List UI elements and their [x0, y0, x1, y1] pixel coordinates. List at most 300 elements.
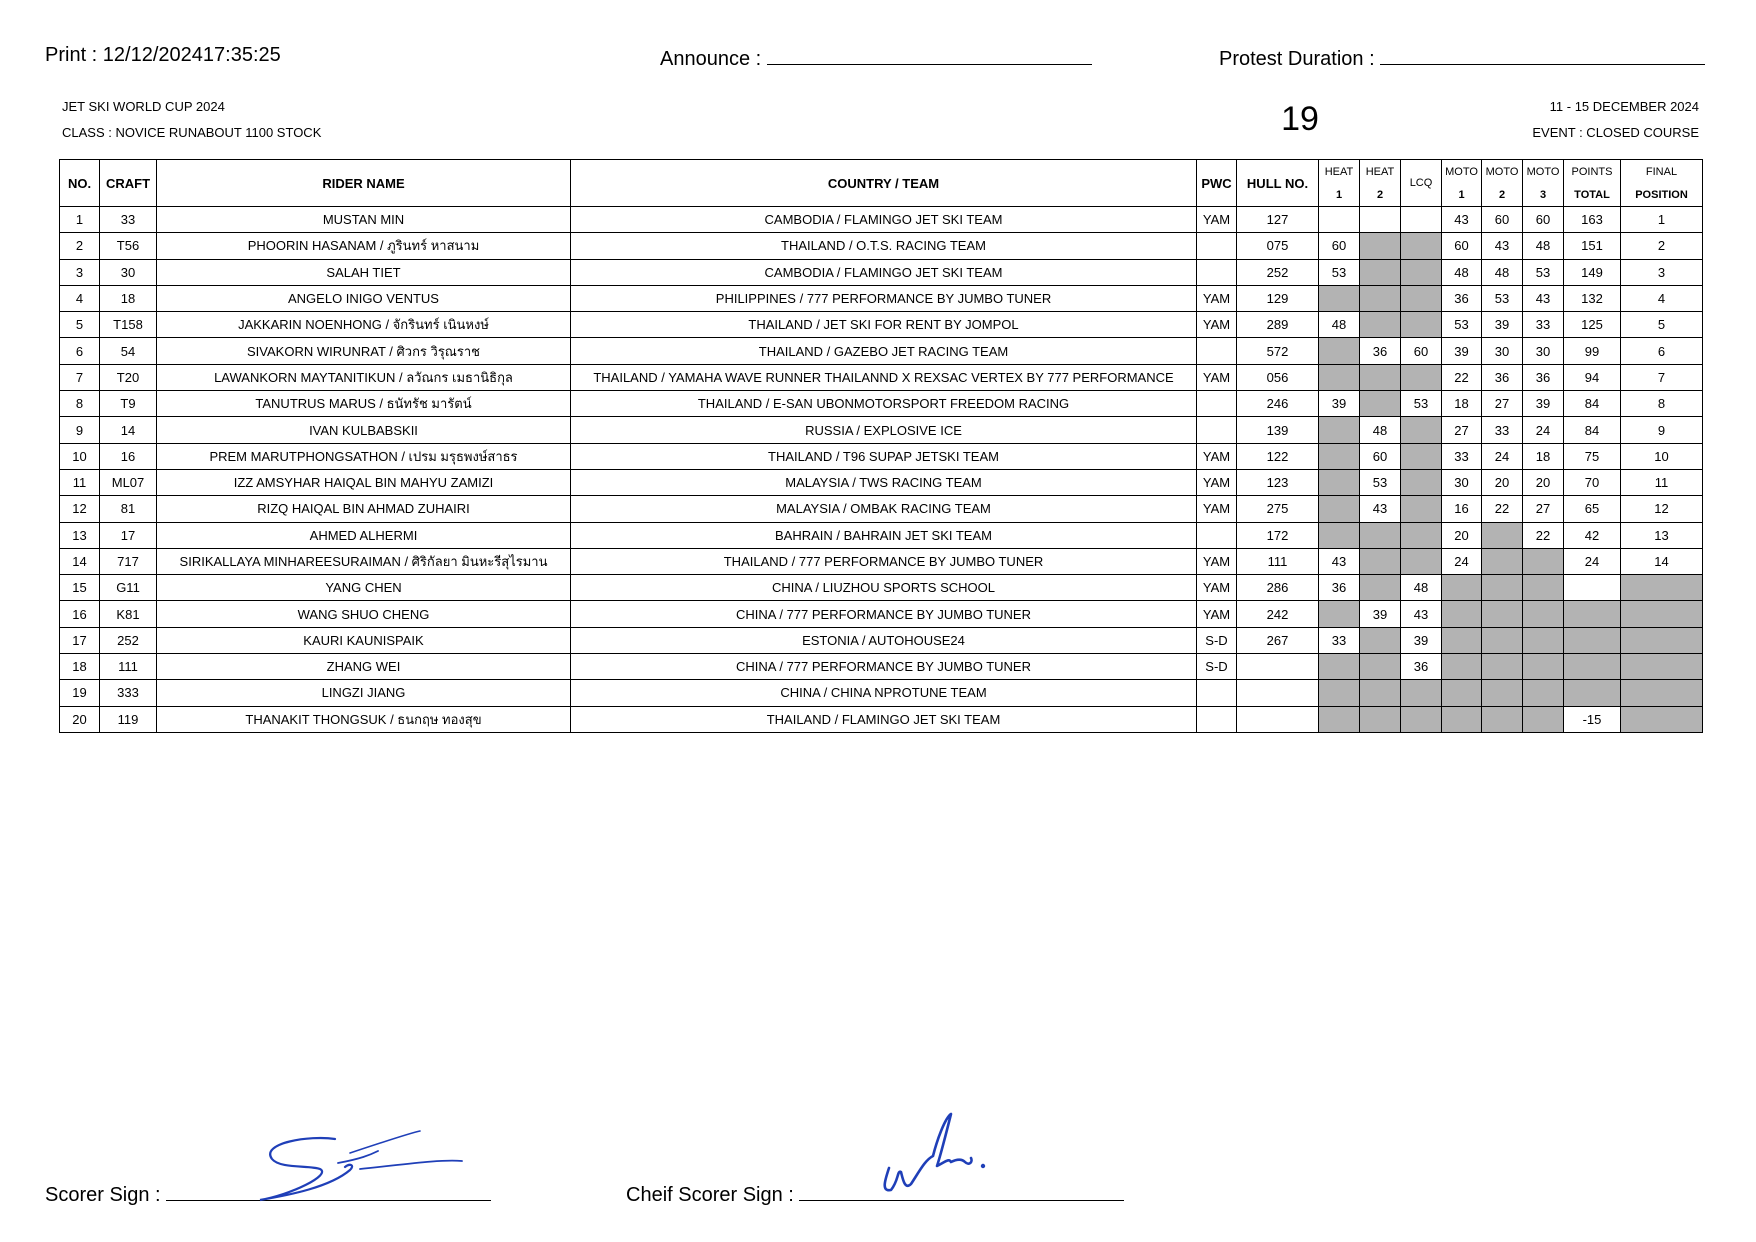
- col-heat1: HEAT: [1319, 160, 1360, 184]
- cell-hull: 172: [1237, 522, 1319, 548]
- cell-no: 13: [60, 522, 100, 548]
- cell-hull: 242: [1237, 601, 1319, 627]
- class-name: CLASS : NOVICE RUNABOUT 1100 STOCK: [62, 125, 322, 140]
- table-row: [60, 417, 1703, 443]
- cell-heat2: [1360, 364, 1401, 390]
- results-body: [60, 207, 1703, 733]
- cell-rider: ZHANG WEI: [157, 654, 571, 680]
- event-name: JET SKI WORLD CUP 2024: [62, 99, 225, 114]
- cell-rider: TANUTRUS MARUS / ธนัทรัช มารัตน์: [157, 391, 571, 417]
- cell-lcq: 43: [1401, 601, 1442, 627]
- cell-moto2: [1482, 548, 1523, 574]
- cell-final: 8: [1621, 391, 1703, 417]
- cell-final: 6: [1621, 338, 1703, 364]
- cell-pwc: YAM: [1197, 207, 1237, 233]
- cell-no: 16: [60, 601, 100, 627]
- cell-moto3: [1523, 601, 1564, 627]
- cell-craft: 18: [100, 285, 157, 311]
- cell-moto2: 27: [1482, 391, 1523, 417]
- cell-points: 163: [1564, 207, 1621, 233]
- cell-craft: 111: [100, 654, 157, 680]
- table-row: [60, 469, 1703, 495]
- col-no: NO.: [60, 160, 100, 207]
- cell-craft: 14: [100, 417, 157, 443]
- cell-hull: [1237, 680, 1319, 706]
- cell-heat1: 48: [1319, 312, 1360, 338]
- cell-lcq: 36: [1401, 654, 1442, 680]
- cell-pwc: YAM: [1197, 285, 1237, 311]
- cell-moto2: 43: [1482, 233, 1523, 259]
- cell-no: 6: [60, 338, 100, 364]
- cell-country: THAILAND / YAMAHA WAVE RUNNER THAILANND X REXSAC VERTEX BY 777 PERFORMANCE: [571, 364, 1197, 390]
- event-type: EVENT : CLOSED COURSE: [1532, 125, 1699, 140]
- cell-heat2: 43: [1360, 496, 1401, 522]
- cell-final: 14: [1621, 548, 1703, 574]
- protest-line: [1380, 44, 1705, 65]
- race-number: 19: [1281, 100, 1319, 138]
- cell-final: 13: [1621, 522, 1703, 548]
- cell-moto3: 39: [1523, 391, 1564, 417]
- cell-hull: 246: [1237, 391, 1319, 417]
- cell-craft: T20: [100, 364, 157, 390]
- cell-heat2: [1360, 285, 1401, 311]
- cell-country: CHINA / 777 PERFORMANCE BY JUMBO TUNER: [571, 654, 1197, 680]
- cell-craft: 16: [100, 443, 157, 469]
- cell-moto3: 60: [1523, 207, 1564, 233]
- cell-moto3: 48: [1523, 233, 1564, 259]
- cell-craft: T9: [100, 391, 157, 417]
- cell-pwc: [1197, 706, 1237, 732]
- cell-moto2: 39: [1482, 312, 1523, 338]
- cell-lcq: [1401, 233, 1442, 259]
- cell-lcq: [1401, 364, 1442, 390]
- cell-heat1: [1319, 338, 1360, 364]
- cell-moto1: 22: [1442, 364, 1482, 390]
- cell-craft: 33: [100, 207, 157, 233]
- cell-heat1: [1319, 285, 1360, 311]
- cell-country: MALAYSIA / OMBAK RACING TEAM: [571, 496, 1197, 522]
- cell-country: CAMBODIA / FLAMINGO JET SKI TEAM: [571, 259, 1197, 285]
- cell-moto1: 60: [1442, 233, 1482, 259]
- cell-lcq: [1401, 443, 1442, 469]
- cell-moto1: 30: [1442, 469, 1482, 495]
- cell-lcq: [1401, 496, 1442, 522]
- cell-moto2: 24: [1482, 443, 1523, 469]
- cell-no: 14: [60, 548, 100, 574]
- cell-pwc: YAM: [1197, 496, 1237, 522]
- cell-hull: 127: [1237, 207, 1319, 233]
- cell-lcq: [1401, 259, 1442, 285]
- cell-points: 75: [1564, 443, 1621, 469]
- col-country-team: COUNTRY / TEAM: [571, 160, 1197, 207]
- cell-country: THAILAND / E-SAN UBONMOTORSPORT FREEDOM RACING: [571, 391, 1197, 417]
- cell-final: [1621, 575, 1703, 601]
- cell-rider: SIRIKALLAYA MINHAREESURAIMAN / ศิริกัลยา มินหะรีสุไรมาน: [157, 548, 571, 574]
- cell-pwc: S-D: [1197, 654, 1237, 680]
- cell-no: 4: [60, 285, 100, 311]
- col-pwc: PWC: [1197, 160, 1237, 207]
- cell-lcq: 39: [1401, 627, 1442, 653]
- table-row: [60, 601, 1703, 627]
- cell-pwc: YAM: [1197, 469, 1237, 495]
- cell-moto2: 60: [1482, 207, 1523, 233]
- cell-moto2: 48: [1482, 259, 1523, 285]
- table-row: [60, 575, 1703, 601]
- cell-pwc: [1197, 391, 1237, 417]
- cell-heat1: 39: [1319, 391, 1360, 417]
- cell-lcq: [1401, 522, 1442, 548]
- col-hull-no: HULL NO.: [1237, 160, 1319, 207]
- cell-pwc: [1197, 338, 1237, 364]
- cell-moto2: 22: [1482, 496, 1523, 522]
- cell-rider: IZZ AMSYHAR HAIQAL BIN MAHYU ZAMIZI: [157, 469, 571, 495]
- cell-no: 12: [60, 496, 100, 522]
- cell-lcq: 48: [1401, 575, 1442, 601]
- cell-no: 11: [60, 469, 100, 495]
- cell-pwc: YAM: [1197, 575, 1237, 601]
- print-timestamp: Print : 12/12/202417:35:25: [45, 44, 281, 66]
- col-final-sub: POSITION: [1621, 183, 1703, 207]
- cell-moto3: 27: [1523, 496, 1564, 522]
- cell-rider: LINGZI JIANG: [157, 680, 571, 706]
- cell-country: THAILAND / T96 SUPAP JETSKI TEAM: [571, 443, 1197, 469]
- cell-pwc: [1197, 522, 1237, 548]
- cell-country: CHINA / 777 PERFORMANCE BY JUMBO TUNER: [571, 601, 1197, 627]
- cell-moto1: 20: [1442, 522, 1482, 548]
- cell-points: 99: [1564, 338, 1621, 364]
- cell-points: 24: [1564, 548, 1621, 574]
- cell-final: 5: [1621, 312, 1703, 338]
- table-row: [60, 680, 1703, 706]
- cell-final: 9: [1621, 417, 1703, 443]
- cell-points: [1564, 601, 1621, 627]
- cell-heat1: [1319, 522, 1360, 548]
- cell-hull: 111: [1237, 548, 1319, 574]
- cell-moto3: [1523, 706, 1564, 732]
- cell-heat2: [1360, 548, 1401, 574]
- cell-rider: THANAKIT THONGSUK / ธนกฤษ ทองสุข: [157, 706, 571, 732]
- cell-rider: WANG SHUO CHENG: [157, 601, 571, 627]
- cell-points: 42: [1564, 522, 1621, 548]
- cell-hull: 075: [1237, 233, 1319, 259]
- cell-craft: T56: [100, 233, 157, 259]
- cell-hull: [1237, 706, 1319, 732]
- cell-heat1: [1319, 417, 1360, 443]
- cell-moto1: 27: [1442, 417, 1482, 443]
- col-craft: CRAFT: [100, 160, 157, 207]
- cell-moto2: 33: [1482, 417, 1523, 443]
- cell-rider: KAURI KAUNISPAIK: [157, 627, 571, 653]
- col-moto2: MOTO: [1482, 160, 1523, 184]
- table-row: [60, 338, 1703, 364]
- col-points: POINTS: [1564, 160, 1621, 184]
- cell-moto1: [1442, 680, 1482, 706]
- cell-no: 15: [60, 575, 100, 601]
- cell-hull: 572: [1237, 338, 1319, 364]
- cell-heat2: 39: [1360, 601, 1401, 627]
- cell-country: MALAYSIA / TWS RACING TEAM: [571, 469, 1197, 495]
- cell-craft: 717: [100, 548, 157, 574]
- cell-heat2: [1360, 654, 1401, 680]
- cell-hull: 267: [1237, 627, 1319, 653]
- cell-no: 20: [60, 706, 100, 732]
- cell-heat2: [1360, 312, 1401, 338]
- cell-moto2: [1482, 575, 1523, 601]
- cell-heat2: 48: [1360, 417, 1401, 443]
- cell-points: -15: [1564, 706, 1621, 732]
- cell-moto3: 33: [1523, 312, 1564, 338]
- cell-points: 151: [1564, 233, 1621, 259]
- cell-country: RUSSIA / EXPLOSIVE ICE: [571, 417, 1197, 443]
- cell-lcq: [1401, 285, 1442, 311]
- cell-moto1: 16: [1442, 496, 1482, 522]
- cell-country: CHINA / LIUZHOU SPORTS SCHOOL: [571, 575, 1197, 601]
- cell-points: 149: [1564, 259, 1621, 285]
- cell-points: 94: [1564, 364, 1621, 390]
- col-rider-name: RIDER NAME: [157, 160, 571, 207]
- cell-moto1: 36: [1442, 285, 1482, 311]
- protest-duration-field: Protest Duration :: [1219, 44, 1705, 71]
- cell-craft: G11: [100, 575, 157, 601]
- chief-scorer-signature: [875, 1110, 995, 1205]
- cell-craft: ML07: [100, 469, 157, 495]
- cell-lcq: 53: [1401, 391, 1442, 417]
- cell-heat1: [1319, 654, 1360, 680]
- cell-moto3: 18: [1523, 443, 1564, 469]
- cell-no: 19: [60, 680, 100, 706]
- cell-moto3: 43: [1523, 285, 1564, 311]
- cell-country: PHILIPPINES / 777 PERFORMANCE BY JUMBO TUNER: [571, 285, 1197, 311]
- cell-final: [1621, 601, 1703, 627]
- cell-heat2: [1360, 522, 1401, 548]
- cell-moto1: 24: [1442, 548, 1482, 574]
- cell-no: 18: [60, 654, 100, 680]
- cell-moto2: [1482, 680, 1523, 706]
- cell-moto3: [1523, 680, 1564, 706]
- col-heat1-sub: 1: [1319, 183, 1360, 207]
- cell-points: 125: [1564, 312, 1621, 338]
- announce-field: Announce :: [660, 44, 1092, 71]
- cell-pwc: S-D: [1197, 627, 1237, 653]
- cell-points: 132: [1564, 285, 1621, 311]
- cell-hull: 123: [1237, 469, 1319, 495]
- cell-country: CHINA / CHINA NPROTUNE TEAM: [571, 680, 1197, 706]
- cell-final: 10: [1621, 443, 1703, 469]
- cell-lcq: [1401, 207, 1442, 233]
- col-moto1: MOTO: [1442, 160, 1482, 184]
- cell-final: 7: [1621, 364, 1703, 390]
- cell-final: 4: [1621, 285, 1703, 311]
- cell-heat1: 60: [1319, 233, 1360, 259]
- cell-craft: 119: [100, 706, 157, 732]
- cell-no: 3: [60, 259, 100, 285]
- cell-heat2: 60: [1360, 443, 1401, 469]
- cell-craft: 252: [100, 627, 157, 653]
- cell-moto1: 33: [1442, 443, 1482, 469]
- cell-moto3: 36: [1523, 364, 1564, 390]
- cell-final: 2: [1621, 233, 1703, 259]
- cell-moto1: 53: [1442, 312, 1482, 338]
- table-row: [60, 312, 1703, 338]
- cell-country: BAHRAIN / BAHRAIN JET SKI TEAM: [571, 522, 1197, 548]
- cell-heat1: [1319, 443, 1360, 469]
- cell-country: THAILAND / 777 PERFORMANCE BY JUMBO TUNER: [571, 548, 1197, 574]
- cell-final: 12: [1621, 496, 1703, 522]
- col-heat2-sub: 2: [1360, 183, 1401, 207]
- cell-lcq: [1401, 469, 1442, 495]
- cell-moto2: [1482, 627, 1523, 653]
- cell-pwc: YAM: [1197, 312, 1237, 338]
- cell-moto3: 24: [1523, 417, 1564, 443]
- cell-no: 8: [60, 391, 100, 417]
- cell-moto3: [1523, 627, 1564, 653]
- cell-points: 70: [1564, 469, 1621, 495]
- cell-lcq: 60: [1401, 338, 1442, 364]
- cell-moto1: [1442, 627, 1482, 653]
- cell-moto1: [1442, 654, 1482, 680]
- cell-heat2: [1360, 233, 1401, 259]
- cell-final: [1621, 706, 1703, 732]
- cell-heat1: [1319, 207, 1360, 233]
- col-moto3: MOTO: [1523, 160, 1564, 184]
- cell-heat2: [1360, 259, 1401, 285]
- cell-heat1: 53: [1319, 259, 1360, 285]
- cell-pwc: YAM: [1197, 601, 1237, 627]
- cell-moto1: 43: [1442, 207, 1482, 233]
- cell-moto2: 36: [1482, 364, 1523, 390]
- cell-rider: SIVAKORN WIRUNRAT / ศิวกร วิรุณราช: [157, 338, 571, 364]
- cell-craft: 17: [100, 522, 157, 548]
- cell-craft: 30: [100, 259, 157, 285]
- cell-points: [1564, 627, 1621, 653]
- cell-final: [1621, 680, 1703, 706]
- cell-rider: LAWANKORN MAYTANITIKUN / ลวัณกร เมธานิธิกุล: [157, 364, 571, 390]
- cell-rider: RIZQ HAIQAL BIN AHMAD ZUHAIRI: [157, 496, 571, 522]
- cell-heat1: [1319, 706, 1360, 732]
- cell-final: [1621, 654, 1703, 680]
- cell-heat2: 36: [1360, 338, 1401, 364]
- scorer-signature: [250, 1125, 470, 1205]
- cell-pwc: [1197, 680, 1237, 706]
- cell-final: 3: [1621, 259, 1703, 285]
- cell-heat2: [1360, 207, 1401, 233]
- cell-craft: K81: [100, 601, 157, 627]
- cell-heat1: [1319, 496, 1360, 522]
- cell-heat1: [1319, 364, 1360, 390]
- table-row: [60, 548, 1703, 574]
- cell-rider: SALAH TIET: [157, 259, 571, 285]
- cell-moto1: 18: [1442, 391, 1482, 417]
- cell-craft: 54: [100, 338, 157, 364]
- col-heat2: HEAT: [1360, 160, 1401, 184]
- cell-final: [1621, 627, 1703, 653]
- cell-no: 7: [60, 364, 100, 390]
- cell-moto2: [1482, 601, 1523, 627]
- cell-heat2: [1360, 627, 1401, 653]
- table-row: [60, 207, 1703, 233]
- cell-rider: JAKKARIN NOENHONG / จักรินทร์ เนินหงษ์: [157, 312, 571, 338]
- table-row: [60, 496, 1703, 522]
- table-row: [60, 654, 1703, 680]
- cell-heat1: [1319, 680, 1360, 706]
- table-row: [60, 259, 1703, 285]
- cell-heat2: [1360, 680, 1401, 706]
- cell-no: 17: [60, 627, 100, 653]
- cell-pwc: YAM: [1197, 364, 1237, 390]
- cell-lcq: [1401, 312, 1442, 338]
- cell-points: 84: [1564, 391, 1621, 417]
- table-row: [60, 364, 1703, 390]
- cell-hull: 056: [1237, 364, 1319, 390]
- cell-points: [1564, 680, 1621, 706]
- cell-hull: 139: [1237, 417, 1319, 443]
- cell-country: THAILAND / GAZEBO JET RACING TEAM: [571, 338, 1197, 364]
- cell-moto3: 53: [1523, 259, 1564, 285]
- cell-craft: 81: [100, 496, 157, 522]
- cell-points: [1564, 575, 1621, 601]
- table-row: [60, 285, 1703, 311]
- cell-rider: PHOORIN HASANAM / ภูรินทร์ หาสนาม: [157, 233, 571, 259]
- cell-lcq: [1401, 548, 1442, 574]
- cell-moto2: 53: [1482, 285, 1523, 311]
- cell-heat1: 33: [1319, 627, 1360, 653]
- cell-rider: MUSTAN MIN: [157, 207, 571, 233]
- table-row: [60, 391, 1703, 417]
- cell-moto1: 39: [1442, 338, 1482, 364]
- cell-hull: 275: [1237, 496, 1319, 522]
- event-dates: 11 - 15 DECEMBER 2024: [1549, 99, 1699, 114]
- cell-heat1: 36: [1319, 575, 1360, 601]
- cell-craft: 333: [100, 680, 157, 706]
- cell-no: 1: [60, 207, 100, 233]
- cell-final: 11: [1621, 469, 1703, 495]
- cell-moto2: 20: [1482, 469, 1523, 495]
- cell-country: THAILAND / O.T.S. RACING TEAM: [571, 233, 1197, 259]
- cell-country: THAILAND / JET SKI FOR RENT BY JOMPOL: [571, 312, 1197, 338]
- cell-lcq: [1401, 706, 1442, 732]
- cell-no: 10: [60, 443, 100, 469]
- table-row: [60, 522, 1703, 548]
- cell-heat1: [1319, 601, 1360, 627]
- chief-scorer-sign-field: Cheif Scorer Sign :: [626, 1180, 1124, 1207]
- cell-rider: AHMED ALHERMI: [157, 522, 571, 548]
- announce-line: [767, 44, 1092, 65]
- cell-pwc: YAM: [1197, 443, 1237, 469]
- cell-rider: IVAN KULBABSKII: [157, 417, 571, 443]
- cell-heat2: [1360, 706, 1401, 732]
- cell-heat1: 43: [1319, 548, 1360, 574]
- cell-moto3: 20: [1523, 469, 1564, 495]
- cell-points: [1564, 654, 1621, 680]
- cell-no: 9: [60, 417, 100, 443]
- table-row: [60, 627, 1703, 653]
- cell-points: 84: [1564, 417, 1621, 443]
- col-points-sub: TOTAL: [1564, 183, 1621, 207]
- cell-hull: 289: [1237, 312, 1319, 338]
- cell-hull: 252: [1237, 259, 1319, 285]
- cell-pwc: [1197, 233, 1237, 259]
- results-table: [59, 159, 1703, 733]
- header-row: [60, 160, 1703, 184]
- cell-no: 2: [60, 233, 100, 259]
- cell-heat2: [1360, 391, 1401, 417]
- cell-rider: PREM MARUTPHONGSATHON / เปรม มรุธพงษ์สาธร: [157, 443, 571, 469]
- cell-rider: ANGELO INIGO VENTUS: [157, 285, 571, 311]
- cell-heat2: 53: [1360, 469, 1401, 495]
- cell-no: 5: [60, 312, 100, 338]
- cell-moto2: [1482, 654, 1523, 680]
- cell-country: THAILAND / FLAMINGO JET SKI TEAM: [571, 706, 1197, 732]
